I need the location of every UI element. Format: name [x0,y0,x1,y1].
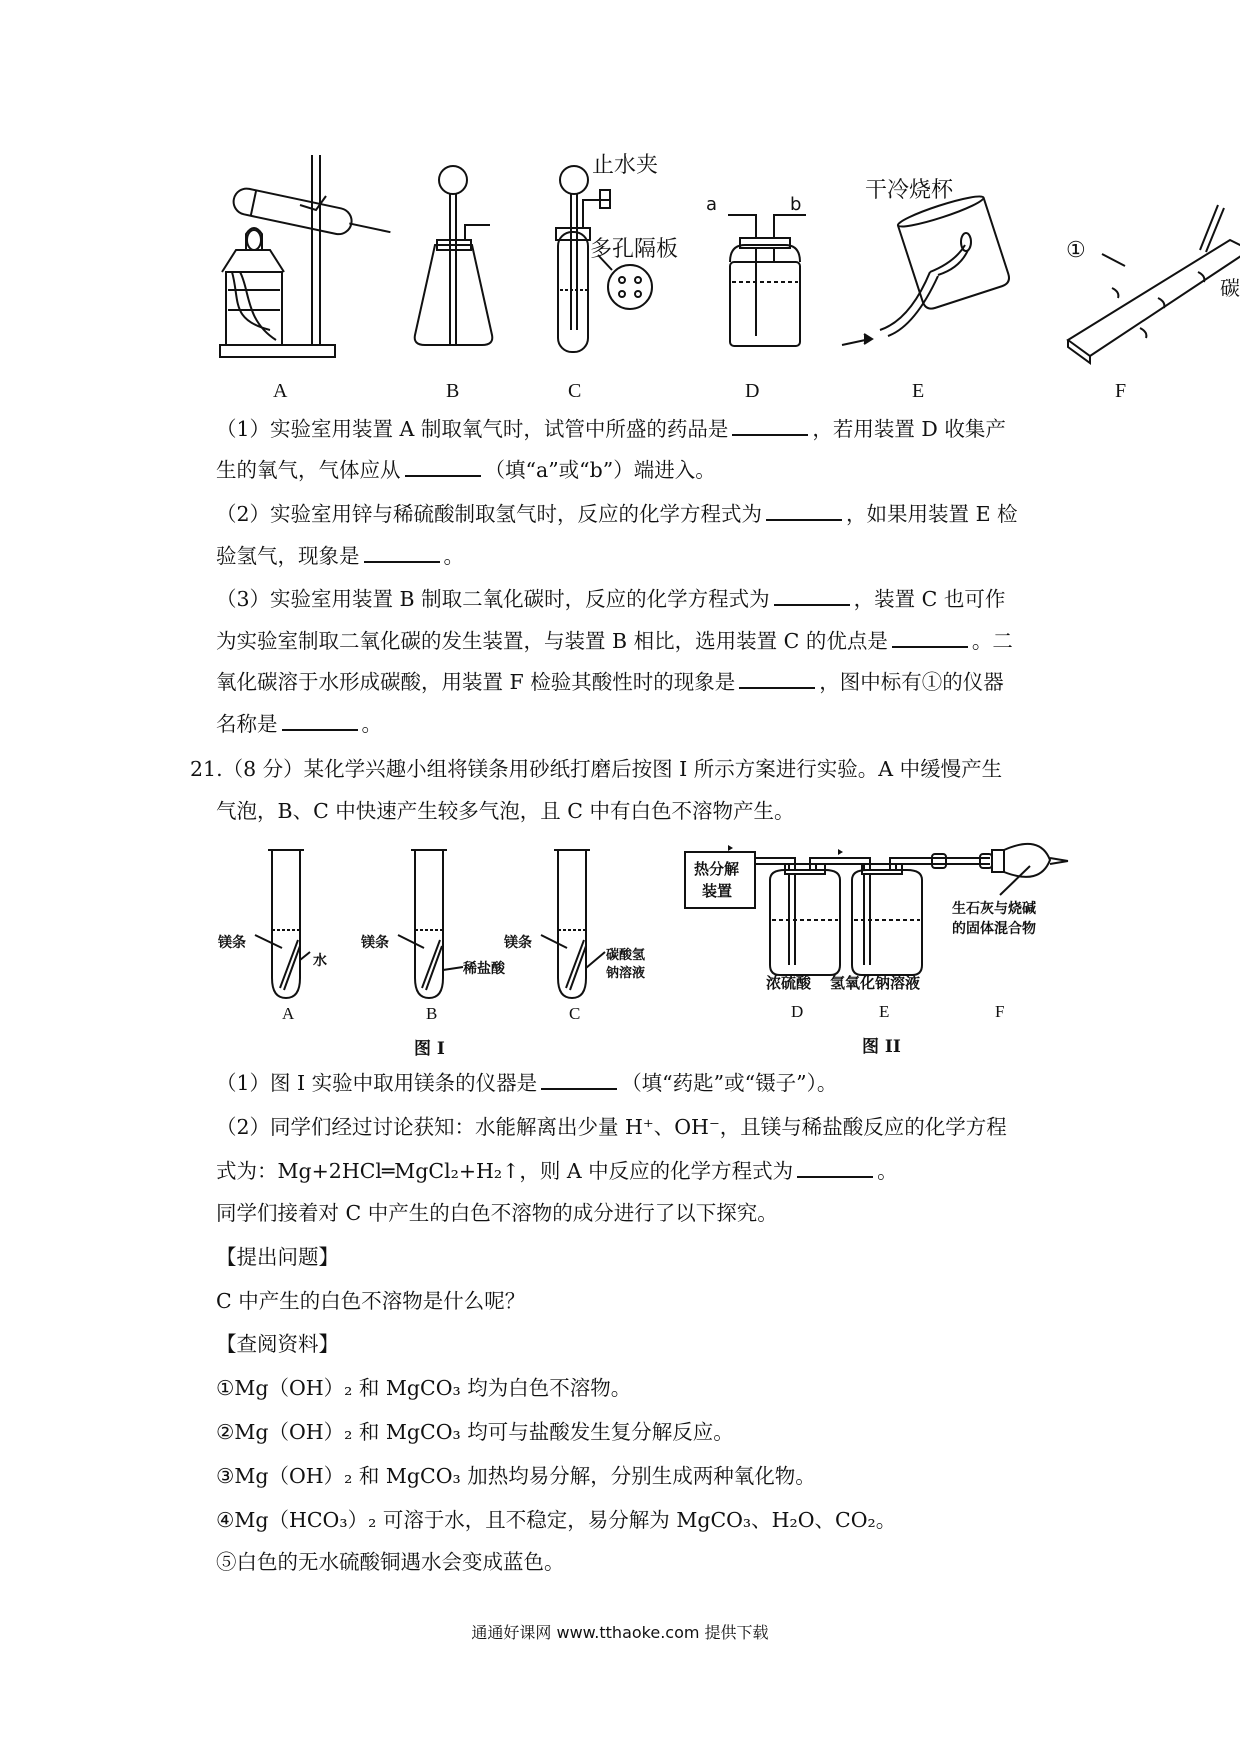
figure-1-caption: 图 I [414,1039,445,1059]
heat-box-label-1: 热分解 [694,860,740,878]
ask-question: C 中产生的白色不溶物是什么呢？ [216,1289,526,1313]
q20-part2-line1: （2）实验室用锌与稀硫酸制取氢气时，反应的化学方程式为 ，如果用装置 E 检 [216,502,1018,526]
answer-blank[interactable] [732,416,808,436]
q20-part1-line1: （1）实验室用装置 A 制取氧气时，试管中所盛的药品是 ，若用装置 D 收集产 [216,417,1006,441]
footer-watermark: 通通好课网 www.tthaoke.com 提供下载 [471,1623,769,1642]
callout-port-a: a [706,194,718,215]
fig1-label-a: A [273,380,288,402]
callout-port-b: b [790,194,802,215]
reference-item-5: ⑤白色的无水硫酸铜遇水会变成蓝色。 [216,1550,565,1574]
tube-b-liquid-label: 稀盐酸 [463,961,505,977]
answer-blank[interactable] [774,586,850,606]
bottle-label-e: E [879,1002,890,1021]
q20-part3-line1: （3）实验室用装置 B 制取二氧化碳时，反应的化学方程式为 ，装置 C 也可作 [216,587,1006,611]
bottle-label-f: F [995,1002,1005,1021]
answer-blank[interactable] [541,1070,617,1090]
reference-item-4: ④Mg（HCO₃）₂ 可溶于水，且不稳定，易分解为 MgCO₃、H₂O、CO₂。 [216,1508,897,1532]
answer-blank[interactable] [892,628,968,648]
fig1-label-f: F [1115,380,1127,402]
apparatus-figure-1 [0,0,1240,380]
answer-blank[interactable] [797,1158,873,1178]
answer-blank[interactable] [405,457,481,477]
reference-title: 【查阅资料】 [216,1332,339,1356]
reference-item-3: ③Mg（OH）₂ 和 MgCO₃ 加热均易分解，分别生成两种氧化物。 [216,1464,816,1488]
q20-part1-line2: 生的氧气，气体应从 （填“a”或“b”）端进入。 [216,458,716,482]
answer-blank[interactable] [364,543,440,563]
answer-blank[interactable] [739,669,815,689]
tube-a-liquid-label: 水 [313,953,327,969]
apparatus-figure-2 [0,840,1240,1040]
q20-part3-line2: 为实验室制取二氧化碳的发生装置，与装置 B 相比，选用装置 C 的优点是 。二 [216,629,1013,653]
bottle-label-d: D [791,1002,804,1021]
tube-label-c: C [569,1004,581,1023]
q21-next-step: 同学们接着对 C 中产生的白色不溶物的成分进行了以下探究。 [216,1201,778,1225]
callout-circle-one: ① [1066,238,1086,263]
q20-part3-line3: 氧化碳溶于水形成碳酸，用装置 F 检验其酸性时的现象是 ，图中标有①的仪器 [216,670,1004,694]
q21-heading-line1: 21.（8 分）某化学兴趣小组将镁条用砂纸打磨后按图 I 所示方案进行实验。A 中缓慢产生 [190,757,1003,781]
answer-blank[interactable] [766,501,842,521]
callout-dry-beaker: 干冷烧杯 [865,178,954,203]
tube-a-mg-label: 镁条 [218,935,246,951]
reference-item-2: ②Mg（OH）₂ 和 MgCO₃ 均可与盐酸发生复分解反应。 [216,1420,734,1444]
bottle-d-liquid: 浓硫酸 [766,974,812,992]
q20-part3-line4: 名称是 。 [216,712,382,736]
fig1-label-c: C [568,380,582,402]
callout-stop-clamp: 止水夹 [592,153,659,178]
q21-part2-line1: （2）同学们经过讨论获知：水能解离出少量 H⁺、OH⁻，且镁与稀盐酸反应的化学方程 [216,1115,1007,1139]
answer-blank[interactable] [282,711,358,731]
reference-item-1: ①Mg（OH）₂ 和 MgCO₃ 均为白色不溶物。 [216,1376,632,1400]
tube-c-liquid-label-2: 钠溶液 [606,966,646,981]
bottle-e-liquid: 氢氧化钠溶液 [830,974,921,992]
tube-c-mg-label: 镁条 [504,935,532,951]
tube-label-b: B [426,1004,438,1023]
drying-tube-label-1: 生石灰与烧碱 [952,901,1036,917]
q21-heading-line2: 气泡，B、C 中快速产生较多气泡，且 C 中有白色不溶物产生。 [216,799,795,823]
callout-porous-plate: 多孔隔板 [590,237,679,262]
drying-tube-label-2: 的固体混合物 [952,921,1036,937]
q21-part1: （1）图 I 实验中取用镁条的仪器是 （填“药匙”或“镊子”）。 [216,1071,838,1095]
ask-question-title: 【提出问题】 [216,1245,339,1269]
heat-box-label-2: 装置 [702,882,733,900]
tube-c-liquid-label-1: 碳酸氢 [606,948,646,963]
callout-f-side: 碳 [1220,276,1240,300]
fig1-label-d: D [745,380,760,402]
fig1-label-e: E [912,380,925,402]
figure-2-caption: 图 II [862,1037,901,1057]
q21-part2-line2: 式为：Mg+2HCl═MgCl₂+H₂↑，则 A 中反应的化学方程式为 。 [216,1159,898,1183]
fig1-label-b: B [446,380,460,402]
tube-label-a: A [282,1004,295,1023]
tube-b-mg-label: 镁条 [361,935,389,951]
q20-part2-line2: 验氢气，现象是 。 [216,544,464,568]
